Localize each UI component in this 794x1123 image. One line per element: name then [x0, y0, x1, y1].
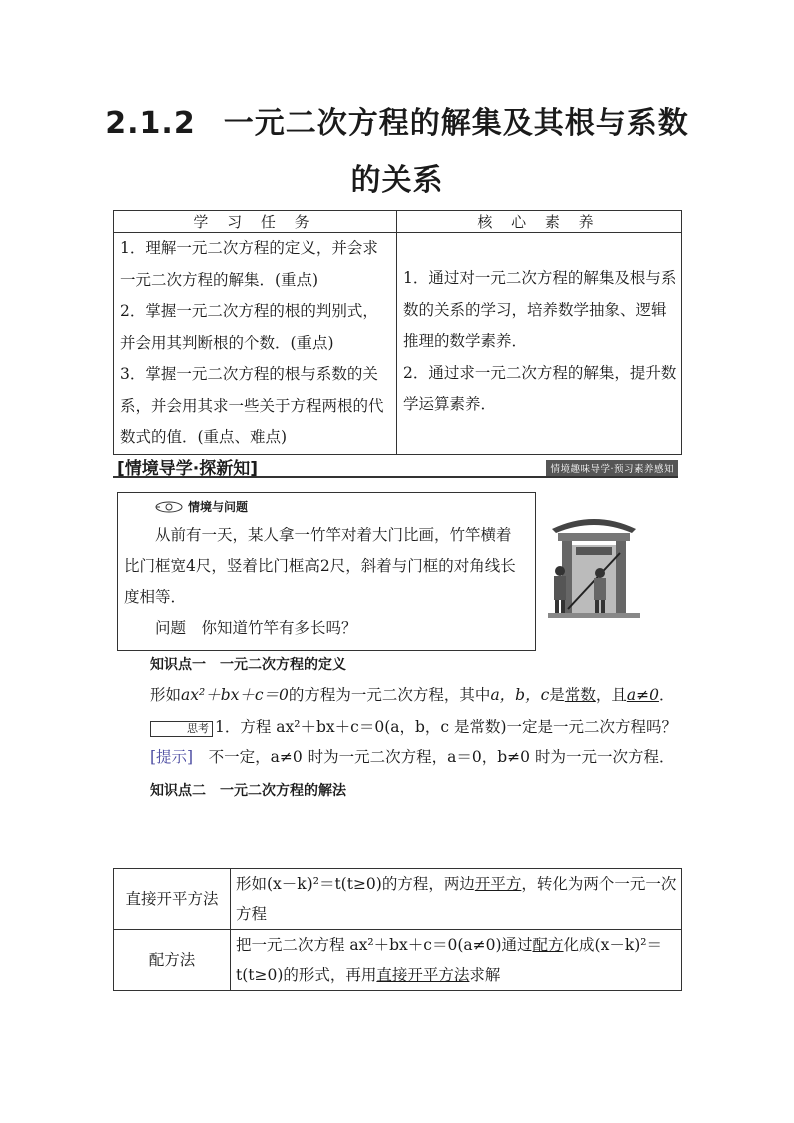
page-title-line1 [0, 98, 794, 142]
section-tag: 情境趣味导学·预习素养感知 [546, 460, 678, 476]
def-text: 形如 [150, 686, 182, 704]
method-text: 求解 [469, 966, 501, 984]
think-question-text: 1．方程 ax²＋bx＋c＝0(a，b，c 是常数)一定是一元二次方程吗？ [215, 718, 678, 736]
kp2-heading: 知识点二 一元二次方程的解法 [150, 783, 346, 799]
scenario-box [117, 492, 536, 651]
scenario-heading [154, 498, 248, 515]
method-blank: 配方 [532, 936, 564, 954]
task-item: 1．理解一元二次方程的定义，并会求一元二次方程的解集．(重点) [120, 239, 378, 289]
method-text: ，转化为两个一元一次方程 [236, 875, 677, 923]
method-text: 形如(x－k)²＝t(t≥0)的方程，两边 [236, 875, 475, 893]
def-text: 是 [549, 686, 565, 704]
goals-header-literacy: 核 心 素 养 [397, 211, 682, 233]
knowledge-section [117, 650, 682, 806]
goals-literacy-cell [397, 233, 682, 455]
literacy-item: 2．通过求一元二次方程的解集，提升数学运算素养． [403, 363, 677, 413]
think-question [117, 712, 682, 742]
goals-table [113, 210, 682, 455]
method-desc [231, 930, 682, 991]
scenario-question [124, 613, 524, 644]
method-name: 配方法 [114, 930, 231, 991]
scenario-heading-text: 情境与问题 [188, 500, 249, 514]
lightbulb-icon [154, 500, 184, 514]
def-blank-constant: 常数 [564, 686, 596, 704]
page-title-line2: 的关系 [350, 163, 444, 198]
def-text: 的方程为一元二次方程，其中 [288, 686, 491, 704]
hint-text: 不一定，a≠0 时为一元二次方程，a＝0，b≠0 时为一元一次方程． [208, 748, 675, 766]
scenario-text [124, 520, 524, 644]
think-tag: 思考 [150, 721, 213, 737]
def-equation: ax²＋bx＋c＝0 [181, 686, 289, 704]
kp1-definition [117, 680, 682, 710]
section-label: [情境导学·探新知] [117, 459, 258, 479]
literacy-item: 1．通过对一元二次方程的解集及根与系数的关系的学习，培养数学抽象、逻辑推理的数学素养． [403, 269, 677, 350]
method-text: 化成(x－k)²＝t(t≥0)的形式，再用 [236, 936, 662, 984]
hint-paragraph [117, 742, 682, 772]
def-text: ，且 [595, 686, 627, 704]
methods-table [113, 868, 682, 991]
goals-tasks-cell [114, 233, 397, 455]
def-text: ． [658, 686, 675, 704]
question-text: 你知道竹竿有多长吗？ [201, 619, 357, 637]
method-desc [231, 869, 682, 930]
method-name: 直接开平方法 [114, 869, 231, 930]
def-vars: a，b，c [490, 686, 550, 704]
task-item: 3．掌握一元二次方程的根与系数的关系，并会用其求一些关于方程两根的代数式的值．(重点、难点) [120, 365, 384, 446]
question-label: 问题 [155, 619, 187, 637]
method-text: 把一元二次方程 ax²＋bx＋c＝0(a≠0)通过 [236, 936, 533, 954]
section-number: 2.1.2 [105, 106, 196, 141]
title-text: 一元二次方程的解集及其根与系数 [223, 106, 689, 141]
hint-tag: [提示] [150, 748, 194, 766]
kp1-heading: 知识点一 一元二次方程的定义 [150, 657, 346, 673]
method-blank: 直接开平方法 [376, 966, 470, 984]
table-row [114, 869, 682, 930]
scenario-story: 从前有一天，某人拿一竹竿对着大门比画，竹竿横着比门框宽4尺，竖着比门框高2尺，斜着与门框的对角线长度相等． [124, 526, 516, 606]
table-row [114, 930, 682, 991]
gate-illustration [548, 507, 640, 619]
section-bar [113, 454, 678, 478]
goals-header-tasks: 学 习 任 务 [114, 211, 397, 233]
def-blank-condition: a≠0 [626, 686, 659, 704]
method-blank: 开平方 [474, 875, 522, 893]
task-item: 2．掌握一元二次方程的根的判别式，并会用其判断根的个数．(重点) [120, 302, 378, 352]
